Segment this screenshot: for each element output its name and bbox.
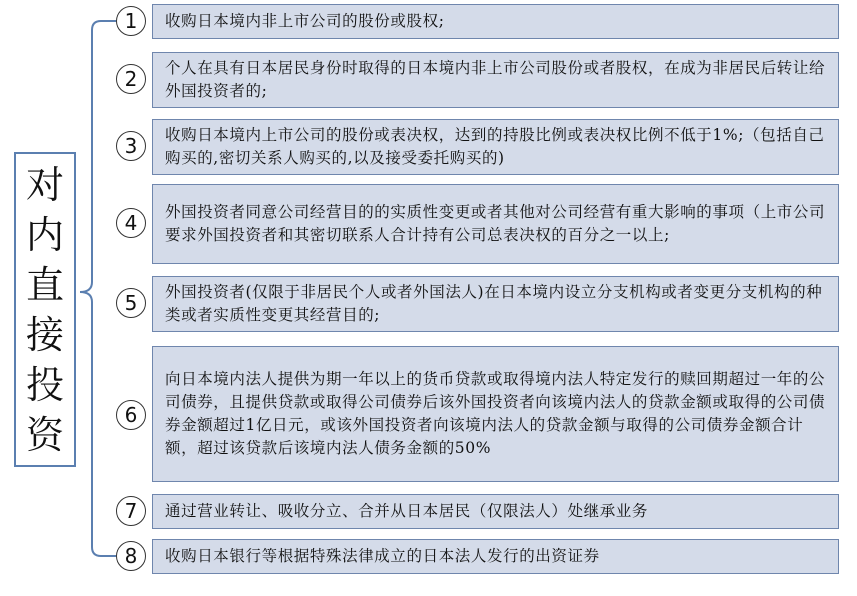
- item-text-3: 收购日本境内上市公司的股份或表决权，达到的持股比例或表决权比例不低于1%;（包括自己购买的,密切关系人购买的,以及接受委托购买的): [165, 126, 825, 167]
- item-number-2: 2: [116, 64, 146, 94]
- item-box-2: [152, 52, 839, 108]
- item-text-4: 外国投资者同意公司经营目的的实质性变更或者其他对公司经营有重大影响的事项（上市公司要求外国投资者和其密切联系人合计持有公司总表决权的百分之一以上;: [165, 203, 826, 244]
- item-text-8: 收购日本银行等根据特殊法律成立的日本法人发行的出资证券: [165, 547, 600, 565]
- item-text-1: 收购日本境内非上市公司的股份或股权;: [165, 12, 445, 30]
- item-box-4: [152, 184, 839, 264]
- item-box-3: [152, 119, 839, 175]
- item-box-7: [152, 494, 839, 529]
- item-number-5: 5: [116, 288, 146, 318]
- item-number-1: 1: [116, 6, 146, 36]
- item-number-7: 7: [116, 496, 146, 526]
- item-text-7: 通过营业转让、吸收分立、合并从日本居民（仅限法人）处继承业务: [165, 502, 649, 520]
- title-box: [14, 152, 76, 467]
- item-box-8: [152, 539, 839, 574]
- item-text-5: 外国投资者(仅限于非居民个人或者外国法人)在日本境内设立分支机构或者变更分支机构的种类或者实质性变更其经营目的;: [165, 283, 823, 324]
- item-number-8: 8: [116, 541, 146, 571]
- item-box-5: [152, 276, 839, 332]
- item-number-6: 6: [116, 400, 146, 430]
- diagram-title: 对内直接投资: [25, 162, 64, 457]
- item-box-6: [152, 346, 839, 482]
- item-number-3: 3: [116, 131, 146, 161]
- item-text-6: 向日本境内法人提供为期一年以上的货币贷款或取得境内法人特定发行的赎回期超过一年的公司债券，且提供贷款或取得公司债券后该外国投资者向该境内法人的贷款金额或取得的公司债券金额超过1亿日元，或该外国投资者向该境内法人的贷款金额与取得的公司债券金额合计额，超过该贷款后该境内法人债务金额的50%: [165, 370, 826, 457]
- item-text-2: 个人在具有日本居民身份时取得的日本境内非上市公司股份或者股权，在成为非居民后转让给外国投资者的;: [165, 59, 826, 100]
- item-box-1: [152, 4, 839, 39]
- item-number-4: 4: [116, 208, 146, 238]
